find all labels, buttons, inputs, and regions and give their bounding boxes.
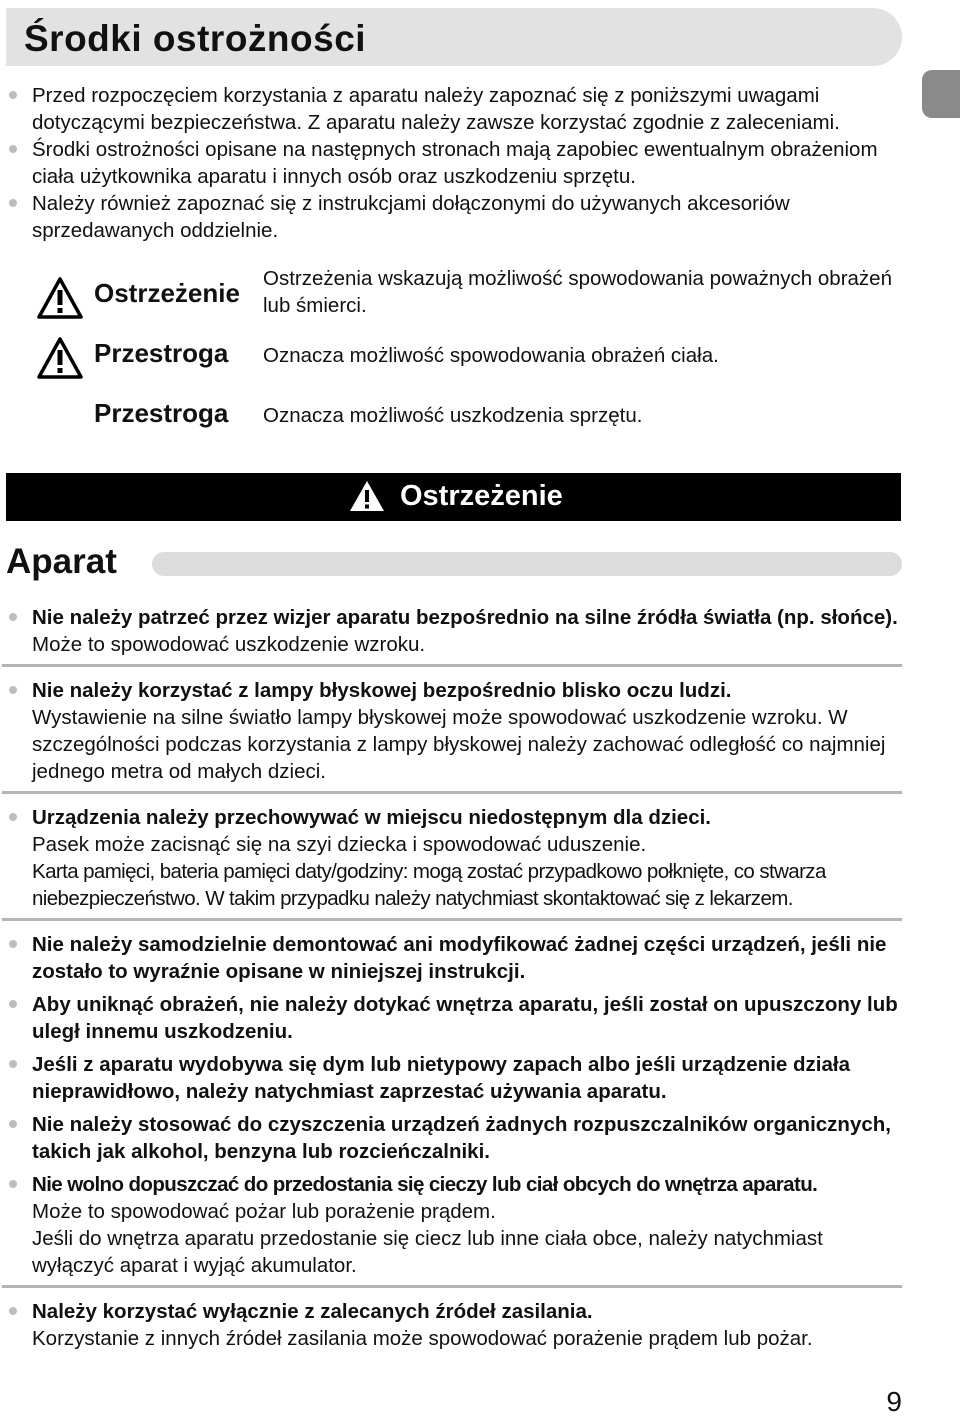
- legend-term: Przestroga: [94, 338, 229, 368]
- page-title: Środki ostrożności: [24, 18, 367, 59]
- list-item: [2, 604, 902, 667]
- list-item: [2, 804, 902, 921]
- list-item: [2, 1298, 902, 1352]
- warning-banner-label: Ostrzeżenie: [400, 479, 563, 512]
- item-heading: Należy korzystać wyłącznie z zalecanych źródeł zasilania.: [32, 1300, 593, 1323]
- list-item: [2, 1171, 902, 1288]
- list-item: [2, 1051, 902, 1105]
- item-text: Karta pamięci, bateria pamięci daty/godziny: mogą zostać przypadkowo połknięte, co stwarza niebezpieczeństwo. W takim przypadku należy natychmiast skontaktować się z lekarzem.: [32, 860, 826, 910]
- section-heading: [6, 540, 902, 588]
- item-heading: Nie należy patrzeć przez wizjer aparatu bezpośrednio na silne źródła światła (np. słońce).: [32, 606, 898, 629]
- item-text: Może to spowodować pożar lub porażenie prądem.: [32, 1200, 496, 1223]
- item-heading: Nie wolno dopuszczać do przedostania się cieczy lub ciał obcych do wnętrza aparatu.: [32, 1173, 818, 1196]
- section-rule: [152, 552, 902, 576]
- list-item: [2, 1111, 902, 1165]
- intro-item: Przed rozpoczęciem korzystania z aparatu należy zapoznać się z poniższymi uwagami dotyczącymi bezpieczeństwa. Z aparatu należy zawsze korzystać zgodnie z zaleceniami.: [2, 82, 902, 136]
- intro-item: Należy również zapoznać się z instrukcjami dołączonymi do używanych akcesoriów sprzedawanych oddzielnie.: [2, 190, 902, 244]
- warning-banner: [6, 473, 901, 521]
- item-heading: Nie należy stosować do czyszczenia urządzeń żadnych rozpuszczalników organicznych, takich jak alkohol, benzyna lub rozcieńczalniki.: [32, 1113, 891, 1163]
- legend-term: Ostrzeżenie: [94, 278, 240, 308]
- chapter-edge-tab: [922, 70, 960, 118]
- intro-item: Środki ostrożności opisane na następnych stronach mają zapobiec ewentualnym obrażeniom ciała użytkownika aparatu i innych osób oraz uszkodzeniu sprzętu.: [2, 136, 902, 190]
- list-item: [2, 931, 902, 985]
- warning-items: [2, 604, 902, 1352]
- item-text: Jeśli do wnętrza aparatu przedostanie się ciecz lub inne ciała obce, należy natychmiast wyłączyć aparat i wyjąć akumulator.: [32, 1227, 823, 1277]
- item-text: Korzystanie z innych źródeł zasilania może spowodować porażenie prądem lub pożar.: [32, 1327, 813, 1350]
- list-item: [2, 991, 902, 1045]
- item-text: Może to spowodować uszkodzenie wzroku.: [32, 633, 426, 656]
- item-text: Pasek może zacisnąć się na szyi dziecka i spowodować uduszenie.: [32, 833, 647, 856]
- section-title: Aparat: [6, 542, 117, 581]
- warning-triangle-icon: [36, 276, 84, 320]
- item-heading: Aby uniknąć obrażeń, nie należy dotykać wnętrza aparatu, jeśli został on upuszczony lub uległ innemu uszkodzeniu.: [32, 993, 898, 1043]
- legend-desc: Ostrzeżenia wskazują możliwość spowodowania poważnych obrażeń lub śmierci.: [263, 267, 892, 317]
- item-heading: Urządzenia należy przechowywać w miejscu niedostępnym dla dzieci.: [32, 806, 711, 829]
- item-heading: Nie należy samodzielnie demontować ani modyfikować żadnej części urządzeń, jeśli nie zostało to wyraźnie opisane w niniejszej instrukcji.: [32, 933, 887, 983]
- item-text: Wystawienie na silne światło lampy błyskowej może spowodować uszkodzenie wzroku. W szczególności podczas korzystania z lampy błyskowej należy zachować odległość co najmniej jednego metra od małych dzieci.: [32, 706, 886, 783]
- title-bar: [6, 8, 902, 66]
- legend-term: Przestroga: [94, 398, 229, 428]
- legend-desc: Oznacza możliwość uszkodzenia sprzętu.: [263, 404, 643, 427]
- warning-triangle-icon: [36, 336, 84, 380]
- legend-desc: Oznacza możliwość spowodowania obrażeń ciała.: [263, 344, 719, 367]
- item-heading: Jeśli z aparatu wydobywa się dym lub nietypowy zapach albo jeśli urządzenie działa nieprawidłowo, należy natychmiast zaprzestać używania aparatu.: [32, 1053, 850, 1103]
- item-heading: Nie należy korzystać z lampy błyskowej bezpośrednio blisko oczu ludzi.: [32, 679, 732, 702]
- warning-triangle-icon: [348, 479, 386, 513]
- list-item: [2, 677, 902, 794]
- intro-list: [2, 82, 902, 244]
- page-number: 9: [886, 1386, 902, 1417]
